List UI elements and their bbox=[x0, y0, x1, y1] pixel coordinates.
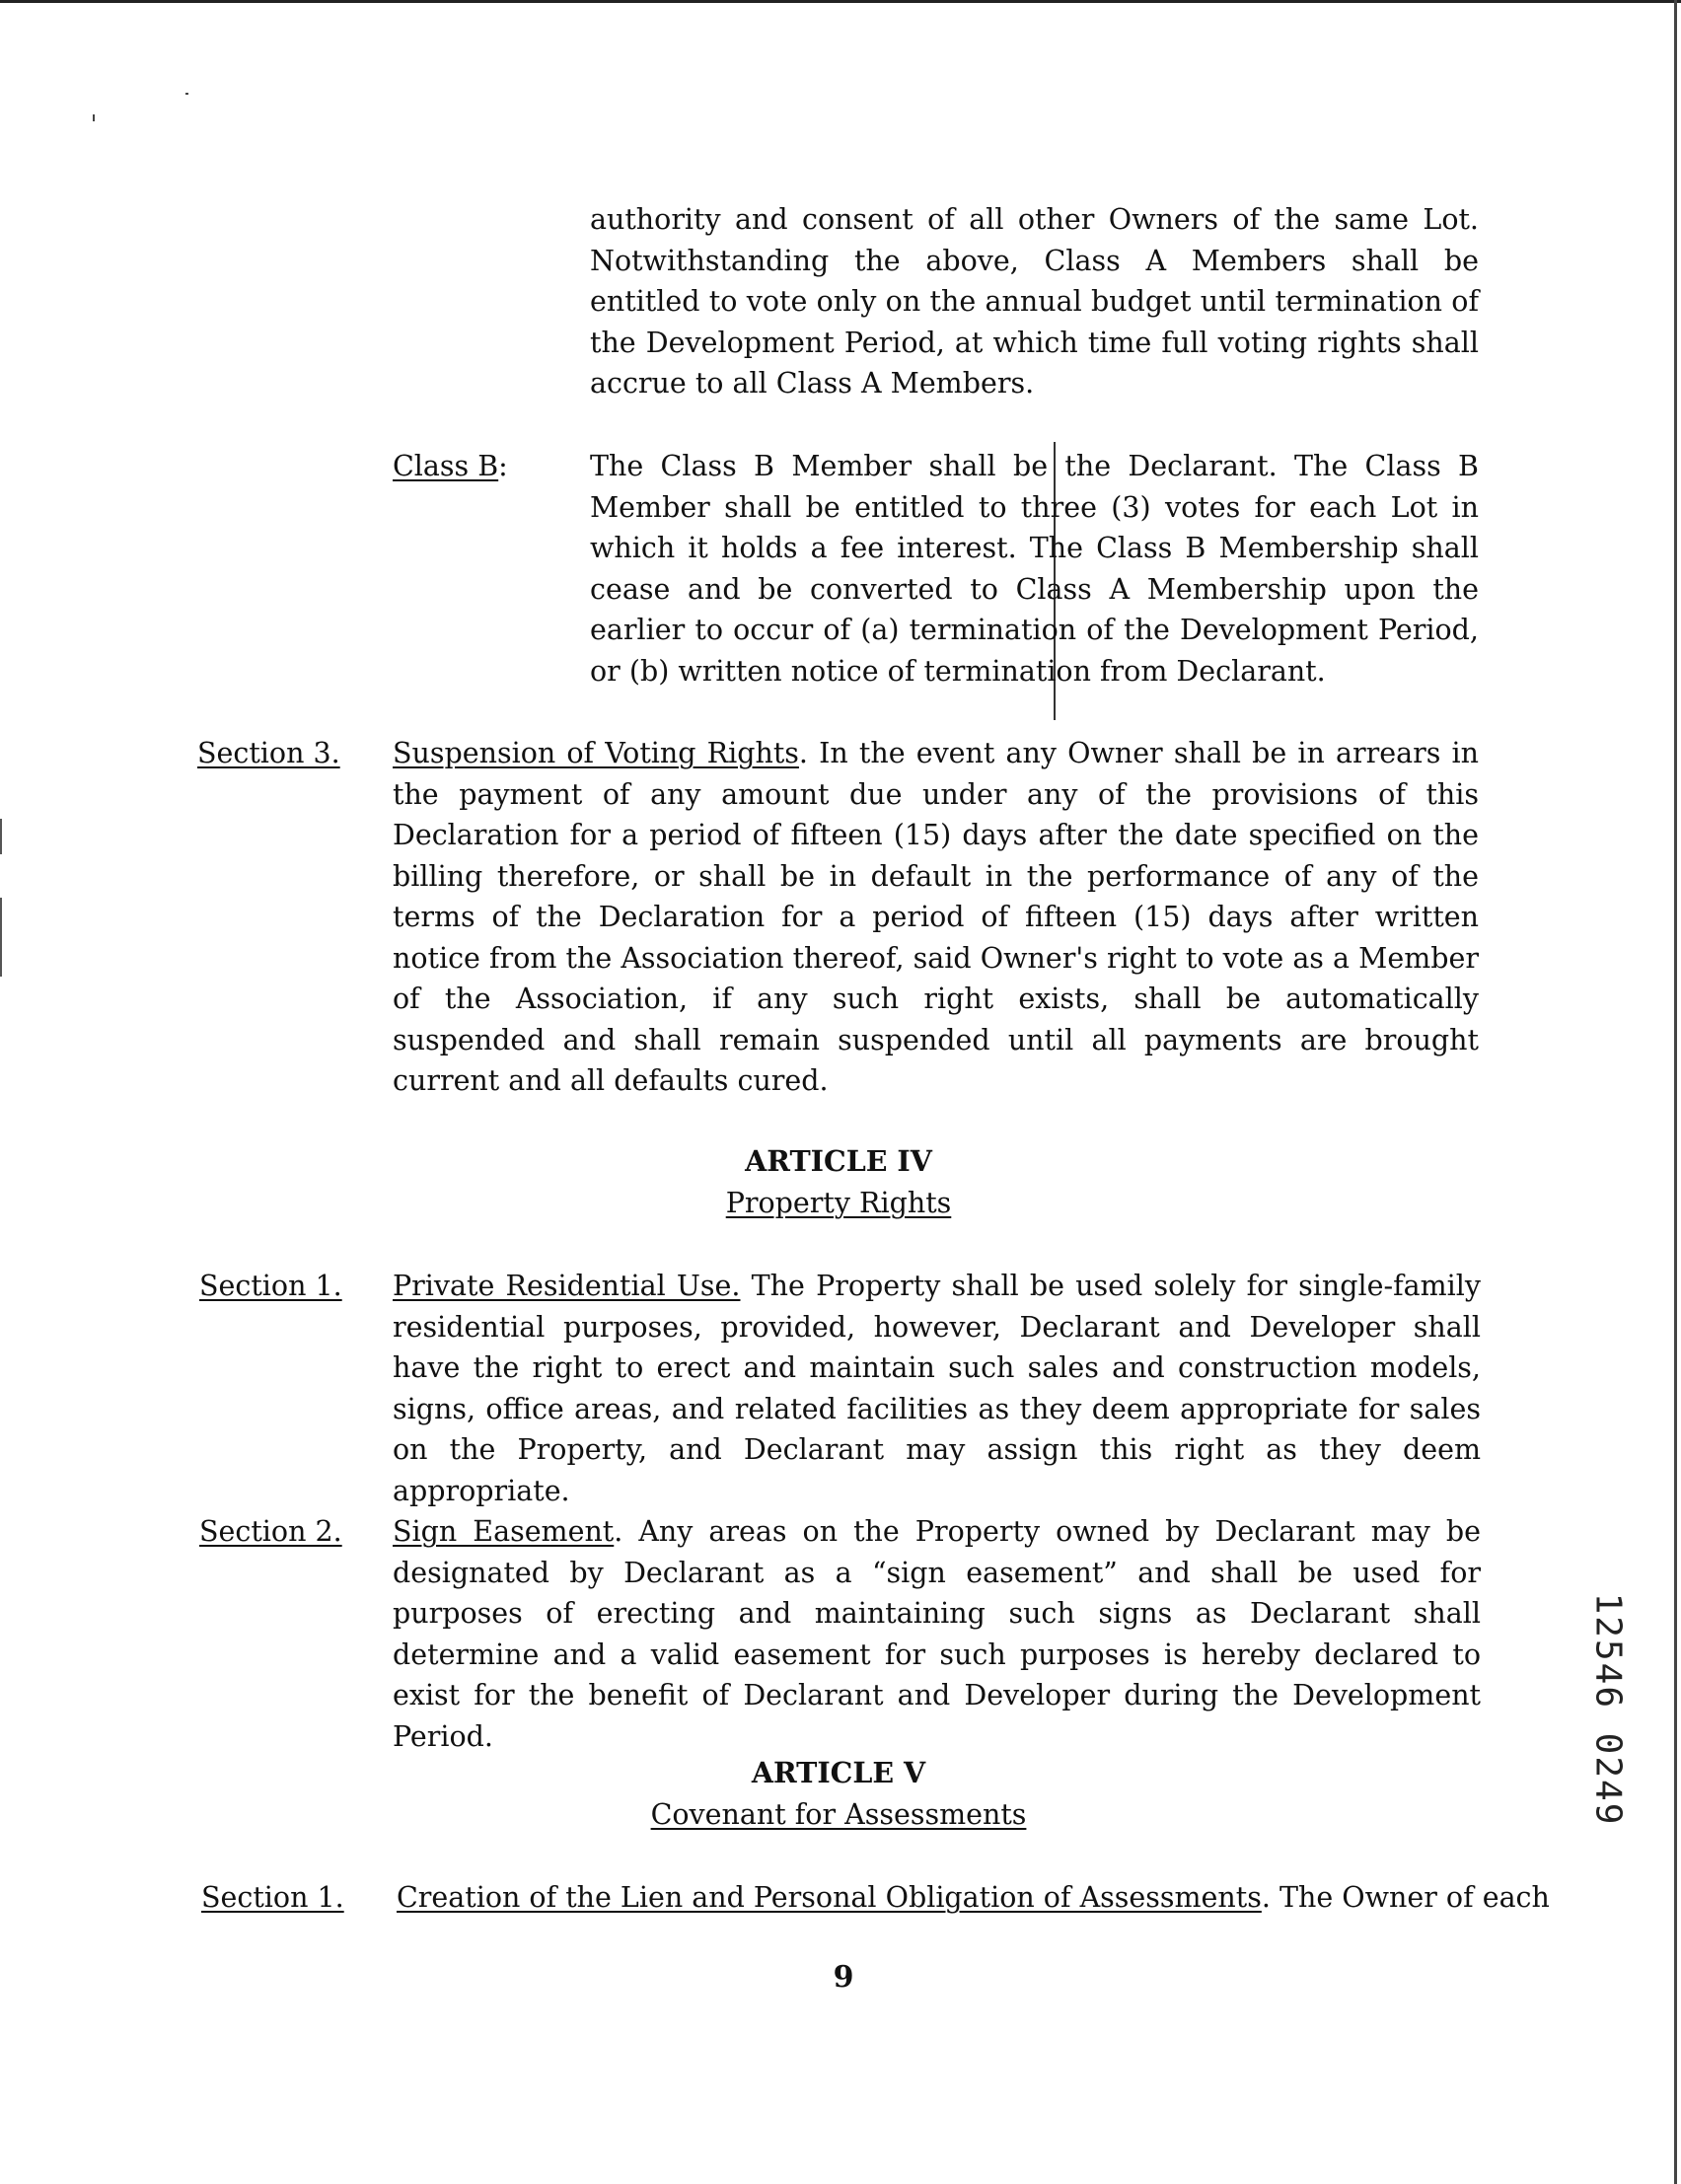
section-3-title: Suspension of Voting Rights bbox=[393, 737, 799, 769]
article-iv-subheading-text: Property Rights bbox=[725, 1187, 952, 1219]
class-b-paragraph: The Class B Member shall be the Declarant. The Class B Member shall be entitled to three (3) votes for each Lot in which it holds a fee interest. The Class B Membership shall cease and be converted to Class A Membership upon the earlier to occur of (a) termination of the Development Period, or (b) written notice of termination from Declarant. bbox=[590, 450, 1479, 688]
continuation-paragraph: authority and consent of all other Owners of the same Lot. Notwithstanding the above, Class A Members shall be entitled to vote only on the annual budget until termination of the Development Period, at which time full voting rights shall accrue to all Class A Members. bbox=[590, 203, 1479, 400]
article-iv-section-2-paragraph bbox=[393, 1511, 1481, 1757]
section-3-paragraph bbox=[393, 733, 1479, 1102]
scan-top-edge bbox=[0, 0, 1681, 3]
recording-stamp bbox=[1578, 1566, 1638, 1853]
scan-speck bbox=[185, 93, 188, 95]
article-v-heading: ARTICLE V bbox=[751, 1756, 926, 1789]
class-b-label bbox=[393, 446, 508, 487]
scan-right-edge bbox=[1674, 0, 1677, 2184]
article-v-subheading bbox=[493, 1794, 1184, 1835]
article-v-section-1-paragraph bbox=[397, 1877, 1550, 1919]
article-iv-section-1-title: Private Residential Use. bbox=[393, 1270, 741, 1302]
article-iv-section-1-label: Section 1. bbox=[199, 1270, 342, 1302]
article-iv-section-2-label: Section 2. bbox=[199, 1515, 342, 1548]
article-iv-heading: ARTICLE IV bbox=[745, 1144, 932, 1178]
article-iv-section-1-text: The Property shall be used solely for single-family residential purposes, provided, however, Declarant and Developer shall have the right to erect and maintain such sales and construction models, signs, office areas, and related facilities as they deem appropriate for sales on the Property, and Declarant may assign this right as they deem appropriate. bbox=[393, 1270, 1481, 1507]
class-b-colon: : bbox=[498, 450, 508, 482]
article-v-section-1-label: Section 1. bbox=[201, 1881, 344, 1914]
scan-left-mark bbox=[0, 819, 2, 854]
page-number: 9 bbox=[833, 1960, 854, 1995]
article-iv-section-1-paragraph bbox=[393, 1266, 1481, 1511]
article-v-section-1-text: . The Owner of each bbox=[1261, 1881, 1550, 1914]
section-3-text: . In the event any Owner shall be in arrears in the payment of any amount due under any of the provisions of this Declaration for a period of fifteen (15) days after the date specified on the billing therefore, or shall be in default in the performance of any of the terms of the Declaration for a period of fifteen (15) days after written notice from the Association thereof, said Owner's right to vote as a Member of the Association, if any such right exists, shall be automatically suspended and shall remain suspended until all payments are brought current and all defaults cured. bbox=[393, 737, 1480, 1097]
scan-left-mark bbox=[0, 898, 2, 977]
article-iv-subheading bbox=[493, 1183, 1184, 1223]
article-iv-section-2-text: . Any areas on the Property owned by Declarant may be designated by Declarant as a “sign easement” and shall be used for purposes of erecting and maintaining such signs as Declarant shall determine and a valid easement for such purposes is hereby declared to exist for the benefit of Declarant and Developer during the Development Period. bbox=[393, 1515, 1481, 1753]
recording-stamp-text: 12546 0249 bbox=[1587, 1592, 1629, 1827]
article-v-section-1-title: Creation of the Lien and Personal Obligation of Assessments bbox=[397, 1881, 1262, 1914]
section-3-label: Section 3. bbox=[197, 737, 340, 769]
scan-speck bbox=[93, 114, 95, 121]
article-v-subheading-text: Covenant for Assessments bbox=[650, 1798, 1027, 1831]
class-b-label-text: Class B bbox=[393, 450, 499, 482]
article-iv-section-2-title: Sign Easement bbox=[393, 1515, 615, 1548]
